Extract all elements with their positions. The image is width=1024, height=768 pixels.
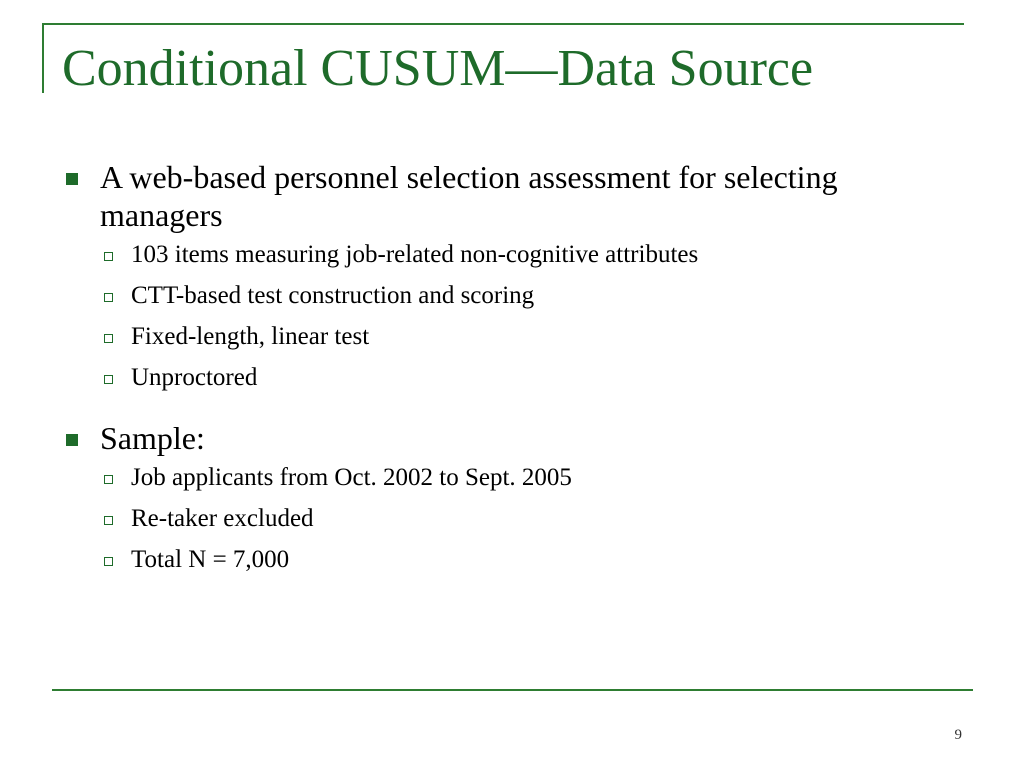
sub-bullet-item	[104, 545, 942, 575]
slide-body	[62, 158, 942, 601]
slide-title: Conditional CUSUM—Data Source	[62, 40, 814, 97]
sub-bullet-item	[104, 322, 942, 352]
square-bullet-icon	[66, 173, 78, 185]
sub-bullet-text: Total N = 7,000	[131, 546, 290, 573]
bullet-text: Sample:	[100, 420, 205, 456]
sub-bullet-text: Unproctored	[131, 364, 258, 391]
hollow-square-bullet-icon	[104, 252, 113, 261]
sub-bullet-list	[62, 463, 942, 575]
sub-bullet-item	[104, 504, 942, 534]
title-frame-left-rule	[42, 23, 44, 93]
hollow-square-bullet-icon	[104, 375, 113, 384]
sub-bullet-list	[62, 240, 942, 393]
footer-divider	[52, 689, 973, 691]
bullet-item	[62, 158, 942, 234]
sub-bullet-item	[104, 240, 942, 270]
sub-bullet-text: Fixed-length, linear test	[131, 323, 370, 350]
hollow-square-bullet-icon	[104, 516, 113, 525]
bullet-group-assessment	[62, 158, 942, 393]
square-bullet-icon	[66, 434, 78, 446]
bullet-group-sample	[62, 419, 942, 575]
sub-bullet-text: CTT-based test construction and scoring	[131, 282, 535, 309]
sub-bullet-text: Job applicants from Oct. 2002 to Sept. 2005	[131, 464, 572, 491]
hollow-square-bullet-icon	[104, 293, 113, 302]
bullet-text: A web-based personnel selection assessment for selecting managers	[100, 159, 838, 233]
hollow-square-bullet-icon	[104, 475, 113, 484]
sub-bullet-item	[104, 363, 942, 393]
hollow-square-bullet-icon	[104, 557, 113, 566]
sub-bullet-item	[104, 281, 942, 311]
sub-bullet-item	[104, 463, 942, 493]
sub-bullet-text: 103 items measuring job-related non-cognitive attributes	[131, 241, 699, 268]
page-number: 9	[954, 727, 962, 743]
title-frame-top-rule	[42, 23, 964, 25]
hollow-square-bullet-icon	[104, 334, 113, 343]
sub-bullet-text: Re-taker excluded	[131, 505, 314, 532]
bullet-item	[62, 419, 942, 457]
